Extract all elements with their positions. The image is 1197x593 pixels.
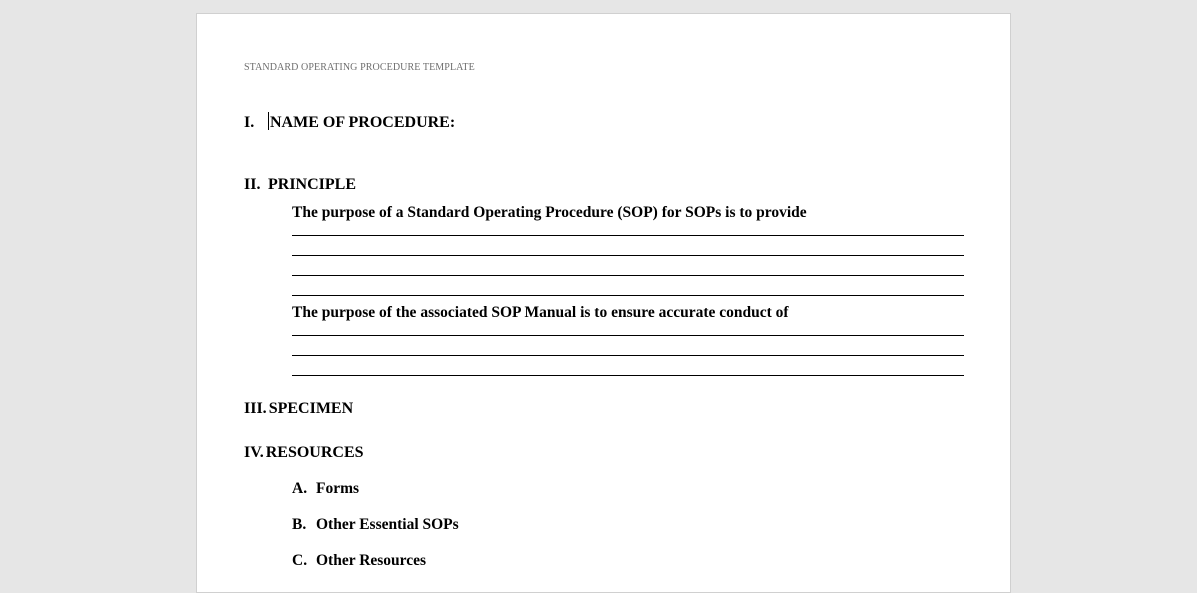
list-letter: B. (292, 516, 307, 533)
list-letter: C. (292, 552, 308, 569)
resource-item-other-resources (292, 552, 426, 570)
section-number: IV. (244, 444, 264, 461)
principle-paragraph-2[interactable]: The purpose of the associated SOP Manual is to ensure accurate conduct of (292, 304, 789, 321)
principle-paragraph-1[interactable]: The purpose of a Standard Operating Procedure (SOP) for SOPs is to provide (292, 204, 807, 221)
fill-in-line[interactable] (292, 295, 964, 296)
section-specimen (244, 400, 353, 418)
resource-item-other-essential-sops (292, 516, 459, 534)
fill-in-line[interactable] (292, 355, 964, 356)
section-title[interactable]: NAME OF PROCEDURE: (270, 114, 456, 131)
section-number: II. (244, 176, 261, 193)
section-number: I. (244, 114, 255, 131)
list-label[interactable]: Forms (316, 480, 360, 497)
fill-in-line[interactable] (292, 235, 964, 236)
section-title[interactable]: PRINCIPLE (268, 176, 357, 193)
list-letter: A. (292, 480, 308, 497)
fill-in-line[interactable] (292, 375, 964, 376)
fill-in-line[interactable] (292, 255, 964, 256)
fill-in-line[interactable] (292, 335, 964, 336)
resource-item-forms (292, 480, 359, 498)
section-title[interactable]: RESOURCES (265, 444, 364, 461)
section-number: III. (244, 400, 267, 417)
document-page[interactable] (196, 13, 1011, 593)
fill-in-line[interactable] (292, 275, 964, 276)
section-resources (244, 444, 364, 462)
section-name-of-procedure (244, 112, 455, 132)
list-label[interactable]: Other Essential SOPs (316, 516, 459, 533)
section-principle (244, 176, 356, 194)
list-label[interactable]: Other Resources (316, 552, 427, 569)
text-cursor (268, 112, 269, 130)
document-header: STANDARD OPERATING PROCEDURE TEMPLATE (244, 62, 475, 73)
section-title[interactable]: SPECIMEN (268, 400, 354, 417)
